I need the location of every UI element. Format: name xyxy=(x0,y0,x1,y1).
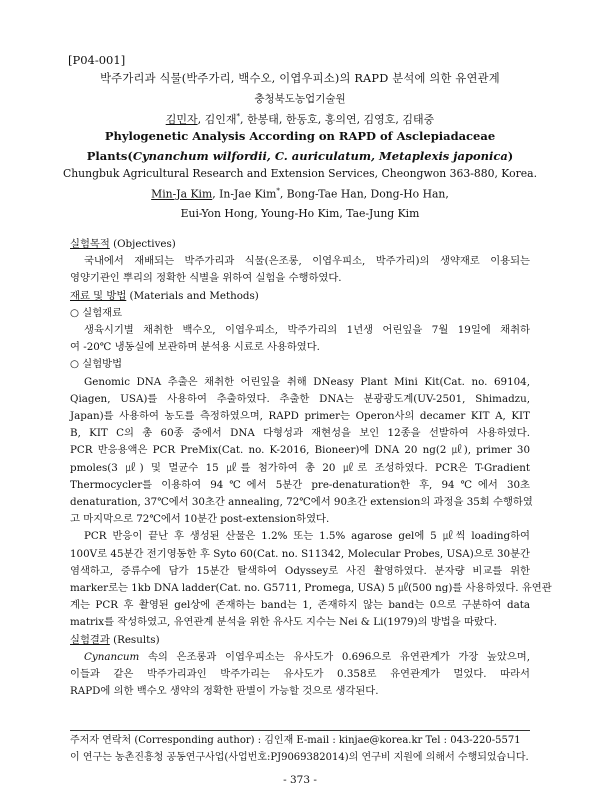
footer-funding: 이 연구는 농촌진흥청 공동연구사업(사업번호:PJ9069382014)의 연구비 지원에 의해서 수행되었습니다. xyxy=(70,752,529,763)
results-line xyxy=(70,649,530,666)
results-line-rest: 속의 은조롱과 이엽우피소는 유사도가 0.696으로 유연관계가 가장 높았으며, xyxy=(139,650,530,663)
footer-contact: 주저자 연락처 (Corresponding author) : 김인재 E-mail : kinjae@korea.kr Tel : 043-220-5571 xyxy=(70,735,521,746)
title-english-species: Cynanchum wilfordii, C. auriculatum, Metaplexis japonica xyxy=(132,149,508,163)
page-number: - 373 - xyxy=(283,774,317,786)
methods-line: PCR 반응용액은 PCR PreMix(Cat. no. K-2016, Bioneer)에 DNA 20 ng(2 ㎕), primer 30 xyxy=(70,444,530,457)
materials-line: 생육시기별 채취한 백수오, 이엽우피소, 박주가리의 1년생 어린잎을 7월 19일에 채취하 xyxy=(84,324,530,337)
affiliation-english: Chungbuk Agricultural Research and Extension Services, Cheongwon 363-880, Korea. xyxy=(62,167,538,180)
objectives-line: 국내에서 재배되는 박주가리과 식물(은조롱, 이엽우피소, 박주가리)의 생약재로 이용되는 xyxy=(84,255,530,268)
abstract-body xyxy=(70,236,552,700)
methods-line: Genomic DNA 추출은 채취한 어린잎을 취해 DNeasy Plant Mini Kit(Cat. no. 69104, xyxy=(84,375,530,388)
methods-line: Thermocycler를 이용하여 94℃에서 5분간 pre-denaturation한 후, 94℃에서 30초 xyxy=(70,478,530,491)
methods-line: 100V로 45분간 전기영동한 후 Syto 60(Cat. no. S11342, Molecular Probes, USA)으로 30분간 xyxy=(70,547,530,560)
heading-ko: 실험결과 xyxy=(70,633,110,646)
heading-en: (Objectives) xyxy=(109,238,176,250)
methods-line: matrix를 작성하였고, 유연관계 분석을 위한 유사도 지수는 Nei & Li(1979)의 방법을 따랐다. xyxy=(70,616,498,629)
heading-en: (Results) xyxy=(109,633,160,646)
methods-line: PCR 반응이 끝난 후 생성된 산물은 1.2% 또는 1.5% agarose gel에 5 ㎕씩 loading하여 xyxy=(84,530,530,543)
first-author-korean: 김민자 xyxy=(165,113,198,126)
section-heading-methods xyxy=(70,288,530,305)
materials-line: 여 -20℃ 냉동실에 보관하며 분석용 시료로 사용하였다. xyxy=(70,341,320,354)
methods-line: B, KIT C의 총 60종 중에서 DNA 다형성과 재현성을 보인 12종을 선발하여 사용하였다. xyxy=(70,427,530,440)
methods-line: denaturation, 37℃에서 30초간 annealing, 72℃에서 90초간 extension의 과정을 35회 수행하였 xyxy=(70,496,533,509)
title-english-line1: Phylogenetic Analysis According on RAPD of Asclepiadaceae xyxy=(104,129,496,143)
methods-line: pmoles(3 ㎕) 및 멸균수 15 ㎕를 첨가하여 총 20 ㎕로 조성하였다. PCR은 T-Gradient xyxy=(70,461,530,474)
title-english-pre: Plants( xyxy=(86,149,133,163)
author-english-corresponding: , In-Jae Kim xyxy=(212,187,277,201)
methods-line: Japan)를 사용하여 농도를 측정하였으며, RAPD primer는 Operon사의 decamer KIT A, KIT xyxy=(70,410,530,423)
genus-name: Cynancum xyxy=(84,650,140,663)
abstract-code: [P04-001] xyxy=(68,53,126,67)
authors-korean xyxy=(40,111,560,127)
first-author-english: Min-Ja Kim xyxy=(151,187,213,201)
title-english-line2 xyxy=(40,149,560,163)
subheading-materials: ○ 실험재료 xyxy=(70,306,123,319)
title-english-post: ) xyxy=(507,149,514,163)
corresponding-mark: * xyxy=(236,112,240,121)
methods-line: 염색하고, 증류수에 담가 15분간 탈색하여 Odyssey로 사진 촬영하였다. 분자량 비교를 위한 xyxy=(70,564,530,577)
heading-en: (Materials and Methods) xyxy=(126,289,259,302)
results-line: RAPD에 의한 백수오 생약의 정확한 판별이 가능할 것으로 생각된다. xyxy=(70,685,379,698)
results-line: 이들과 같은 박주가리과인 박주가리는 유사도가 0.358로 유연관계가 멀었다. 따라서 xyxy=(70,668,530,681)
methods-line: 계는 PCR 후 촬영된 gel상에 존재하는 band는 1, 존재하지 않는 band는 0으로 구분하여 data xyxy=(70,599,530,612)
methods-line: 고 마지막으로 72℃에서 10분간 post-extension하였다. xyxy=(70,513,330,526)
title-korean: 박주가리과 식물(박주가리, 백수오, 이엽우피소)의 RAPD 분석에 의한 유연관계 xyxy=(100,72,500,85)
section-heading-results xyxy=(70,632,530,649)
affiliation-korean: 충청북도농업기술원 xyxy=(254,93,346,105)
footer xyxy=(70,732,530,766)
subheading-methods: ○ 실험방법 xyxy=(70,358,123,371)
heading-ko: 실험목적 xyxy=(70,238,110,250)
corresponding-mark-english: * xyxy=(276,187,280,195)
footer-divider xyxy=(70,730,530,731)
authors-english-line2: Eui-Yon Hong, Young-Ho Kim, Tae-Jung Kim xyxy=(180,207,420,220)
methods-line: marker로는 1kb DNA ladder(Cat. no. G5711, Promega, USA) 5 ㎕(500 ng)를 사용하였다. 유연관 xyxy=(70,582,552,595)
objectives-line: 영양기관인 뿌리의 정확한 식별을 위하여 실험을 수행하였다. xyxy=(70,272,342,285)
methods-line: Qiagen, USA)를 사용하여 추출하였다. 추출한 DNA는 분광광도계(UV-2501, Shimadzu, xyxy=(70,392,530,405)
section-heading-objectives xyxy=(70,236,530,253)
heading-ko: 재료 및 방법 xyxy=(70,289,127,302)
authors-english-rest: , Bong-Tae Han, Dong-Ho Han, xyxy=(279,187,449,201)
author-korean-corresponding: , 김인재 xyxy=(197,113,237,126)
authors-korean-rest: , 한봉태, 한동호, 홍의연, 김영호, 김태중 xyxy=(239,113,435,126)
authors-english-line1 xyxy=(40,187,560,201)
